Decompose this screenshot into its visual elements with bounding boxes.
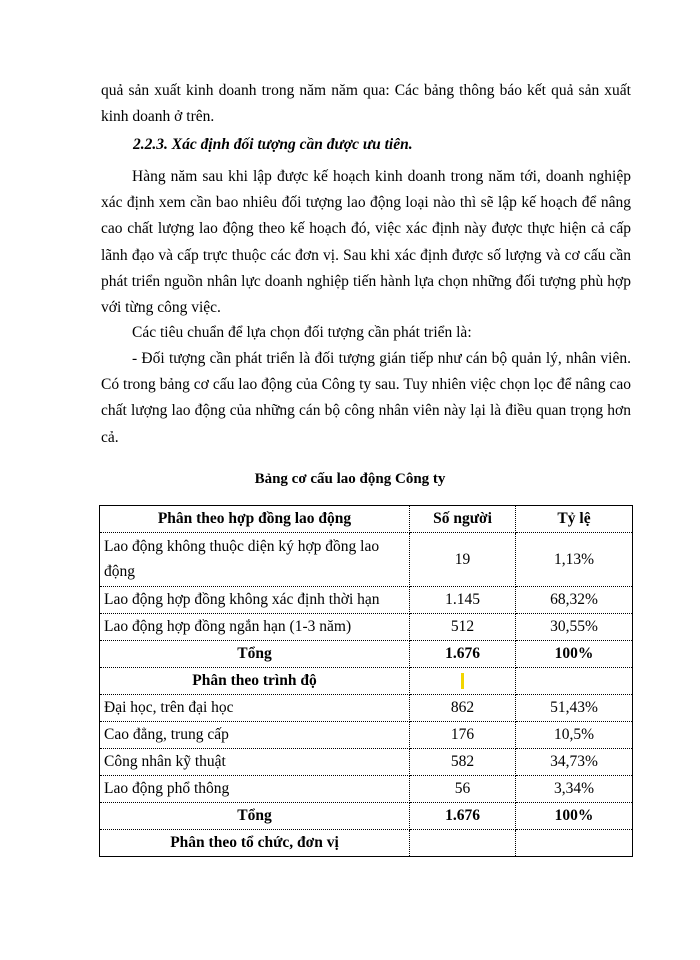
row-ratio: 34,73% — [516, 749, 633, 776]
text-cursor-mark — [461, 673, 464, 689]
total-ratio: 100% — [516, 803, 633, 830]
table-total-row — [100, 641, 633, 668]
table-total-row — [100, 803, 633, 830]
section-education-label: Phân theo trình độ — [100, 668, 410, 695]
row-label: Đại học, trên đại học — [100, 695, 410, 722]
empty-cell — [516, 668, 633, 695]
total-headcount: 1.676 — [410, 803, 516, 830]
row-ratio: 68,32% — [516, 587, 633, 614]
paragraph-criteria-item: - Đối tượng cần phát triển là đối tượng gián tiếp như cán bộ quản lý, nhân viên. Có trong bảng cơ cấu lao động của Công ty sau. Tuy nhiên việc chọn lọc để nâng cao chất lượng lao động của những cán bộ công nhân viên này lại là điều quan trọng hơn cả. — [101, 350, 631, 446]
row-ratio: 30,55% — [516, 614, 633, 641]
header-contract-type: Phân theo hợp đồng lao động — [100, 506, 410, 533]
table-section-row — [100, 830, 633, 857]
empty-cell — [410, 830, 516, 857]
row-ratio: 51,43% — [516, 695, 633, 722]
row-ratio: 10,5% — [516, 722, 633, 749]
row-ratio: 1,13% — [516, 533, 633, 587]
table-row — [100, 614, 633, 641]
table-caption: Bảng cơ cấu lao động Công ty — [254, 471, 446, 487]
section-organization-label: Phân theo tổ chức, đơn vị — [100, 830, 410, 857]
header-ratio: Tỷ lệ — [516, 506, 633, 533]
row-headcount: 582 — [410, 749, 516, 776]
empty-cell — [516, 830, 633, 857]
row-ratio: 3,34% — [516, 776, 633, 803]
table-row — [100, 695, 633, 722]
total-headcount: 1.676 — [410, 641, 516, 668]
paragraph-planning: Hàng năm sau khi lập được kế hoạch kinh doanh trong năm tới, doanh nghiệp xác định xem cần bao nhiêu đối tượng lao động loại nào thì sẽ lập kế hoạch để nâng cao chất lượng lao động theo kế hoạch đó, việc xác định này được thực hiện cả cấp lãnh đạo và cấp trực thuộc các đơn vị. Sau khi xác định được số lượng và cơ cấu cần phát triển nguồn nhân lực doanh nghiệp tiến hành lựa chọn những đối tượng phù hợp với từng công việc. — [101, 168, 631, 317]
table-row — [100, 533, 633, 587]
section-heading: 2.2.3. Xác định đối tượng cần được ưu tiên. — [133, 136, 413, 153]
row-headcount: 19 — [410, 533, 516, 587]
paragraph-continuation: quả sản xuất kinh doanh trong năm năm qua: Các bảng thông báo kết quả sản xuất kinh doanh ở trên. — [101, 82, 631, 126]
row-label: Lao động không thuộc diện ký hợp đồng lao động — [100, 533, 410, 587]
total-label: Tổng — [100, 803, 410, 830]
total-ratio: 100% — [516, 641, 633, 668]
table-row — [100, 776, 633, 803]
row-label: Cao đẳng, trung cấp — [100, 722, 410, 749]
labor-structure-table — [99, 505, 633, 857]
row-headcount: 512 — [410, 614, 516, 641]
row-headcount: 1.145 — [410, 587, 516, 614]
row-label: Lao động phổ thông — [100, 776, 410, 803]
row-headcount: 862 — [410, 695, 516, 722]
header-headcount: Số người — [410, 506, 516, 533]
row-label: Lao động hợp đồng ngắn hạn (1-3 năm) — [100, 614, 410, 641]
table-header-row — [100, 506, 633, 533]
table-row — [100, 722, 633, 749]
empty-cell — [410, 668, 516, 695]
table-row — [100, 749, 633, 776]
paragraph-criteria-intro: Các tiêu chuẩn để lựa chọn đối tượng cần phát triển là: — [132, 324, 472, 341]
table-section-row — [100, 668, 633, 695]
table-row — [100, 587, 633, 614]
row-headcount: 176 — [410, 722, 516, 749]
row-label: Lao động hợp đồng không xác định thời hạn — [100, 587, 410, 614]
row-label: Công nhân kỹ thuật — [100, 749, 410, 776]
total-label: Tổng — [100, 641, 410, 668]
row-headcount: 56 — [410, 776, 516, 803]
